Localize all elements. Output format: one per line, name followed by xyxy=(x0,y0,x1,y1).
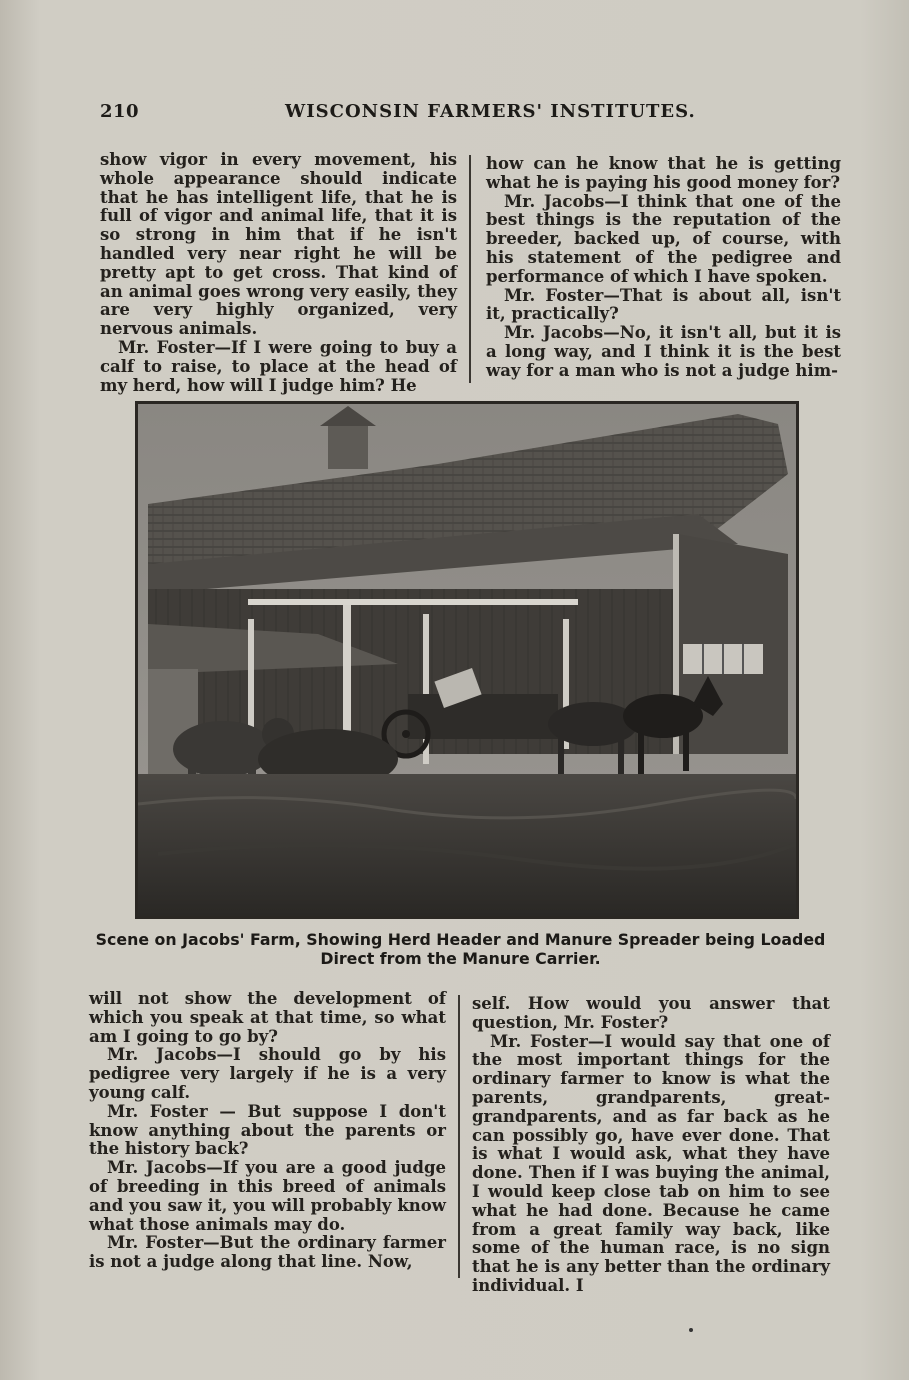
paragraph: Mr. Jacobs—I think that one of the best things is the reputation of the breeder, backed up, of course, with his statement of the pedigree and performance of which I have spoken. xyxy=(486,191,841,286)
column-top-right xyxy=(486,155,841,381)
running-title: WISCONSIN FARMERS' INSTITUTES. xyxy=(285,101,696,122)
column-divider xyxy=(458,995,460,1278)
paragraph: will not show the development of which you speak at that time, so what am I going to go by? xyxy=(89,989,446,1046)
paragraph: Mr. Foster—I would say that one of the most important things for the ordinary farmer to know is what the parents, grandparents, great-grandparents, and as far back as he can possibly go, have ever done. That is what I would ask, what they have done. Then if I was buying the animal, I would keep close tab on him to see what he had done. Because he came from a great family way back, like some of the human race, is no sign that he is any better than the ordinary individual. I xyxy=(472,1031,830,1295)
paragraph: Mr. Jacobs—No, it isn't all, but it is a long way, and I think it is the best way for a man who is not a judge him- xyxy=(486,323,841,380)
column-bottom-right xyxy=(472,995,830,1296)
ink-speck xyxy=(689,1328,693,1332)
caption-line: Scene on Jacobs' Farm, Showing Herd Header and Manure Spreader being Loaded xyxy=(95,930,826,949)
paragraph: how can he know that he is getting what he is paying his good money for? xyxy=(486,154,841,192)
paragraph: Mr. Jacobs—I should go by his pedigree very largely if he is a very young calf. xyxy=(89,1045,446,1102)
paragraph: Mr. Jacobs—If you are a good judge of breeding in this breed of animals and you saw it, you will probably know what those animals may do. xyxy=(89,1158,446,1234)
caption-line: Direct from the Manure Carrier. xyxy=(320,949,601,968)
paragraph: Mr. Foster—But the ordinary farmer is not a judge along that line. Now, xyxy=(89,1233,446,1272)
column-divider xyxy=(469,155,471,383)
paragraph: Mr. Foster—That is about all, isn't it, practically? xyxy=(486,285,841,324)
page-number: 210 xyxy=(100,101,140,122)
column-top-left xyxy=(100,151,457,395)
barn-scene-image xyxy=(138,404,796,916)
paragraph: Mr. Foster — But suppose I don't know anything about the parents or the history back? xyxy=(89,1101,446,1159)
column-bottom-left xyxy=(89,990,446,1272)
paragraph: show vigor in every movement, his whole appearance should indicate that he has intelligent life, that he is full of vigor and animal life, that it is so strong in him that if he isn't handled very near right he will be pretty apt to get cross. That kind of an animal goes wrong very easily, they are very highly organized, very nervous animals. xyxy=(100,150,457,339)
figure-caption xyxy=(88,930,833,968)
paragraph: Mr. Foster—If I were going to buy a calf to raise, to place at the head of my herd, how will I judge him? He xyxy=(100,337,457,395)
paragraph: self. How would you answer that question, Mr. Foster? xyxy=(472,994,830,1032)
page-header xyxy=(100,101,800,127)
farm-photograph xyxy=(135,401,799,919)
